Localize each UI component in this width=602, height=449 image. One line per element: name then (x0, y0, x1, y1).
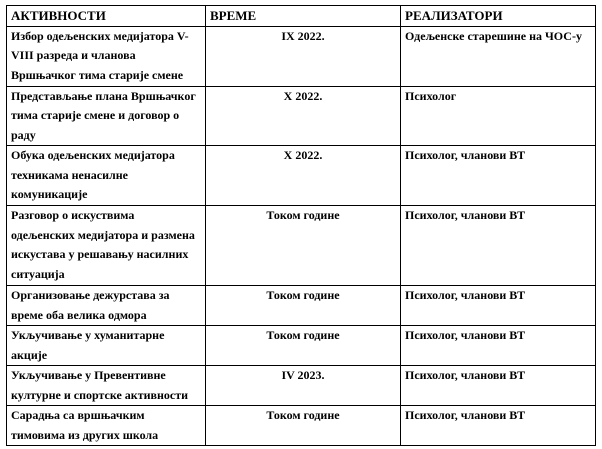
header-time: ВРЕМЕ (206, 6, 401, 27)
activity-cell: Сарадња са вршњачким тимовима из других школа (7, 406, 206, 446)
activity-cell: Представљање плана Вршњачког тима старије смене и договор о раду (7, 86, 206, 146)
implementers-cell: Психолог, чланови ВТ (401, 366, 596, 406)
table-row (7, 366, 596, 406)
time-cell: Током године (206, 286, 401, 326)
activity-cell: Разговор о искуствима одељенских медијатора и размена искустава у решавању насилних ситуација (7, 206, 206, 286)
table-row (7, 146, 596, 206)
implementers-cell: Психолог, чланови ВТ (401, 326, 596, 366)
time-cell: X 2022. (206, 86, 401, 146)
activities-table (6, 5, 596, 446)
table-row (7, 406, 596, 446)
table-row (7, 26, 596, 86)
implementers-cell: Психолог, чланови ВТ (401, 146, 596, 206)
implementers-cell: Психолог, чланови ВТ (401, 286, 596, 326)
time-cell: Током године (206, 406, 401, 446)
activity-cell: Организовање дежурстава за време оба велика одмора (7, 286, 206, 326)
table-row (7, 326, 596, 366)
activity-cell: Укључивање у хуманитарне акције (7, 326, 206, 366)
implementers-cell: Психолог, чланови ВТ (401, 206, 596, 286)
time-cell: Током године (206, 326, 401, 366)
time-cell: X 2022. (206, 146, 401, 206)
header-activities: АКТИВНОСТИ (7, 6, 206, 27)
table-row (7, 86, 596, 146)
table-row (7, 206, 596, 286)
time-cell: Током године (206, 206, 401, 286)
implementers-cell: Одељенске старешине на ЧОС-у (401, 26, 596, 86)
implementers-cell: Психолог (401, 86, 596, 146)
time-cell: IX 2022. (206, 26, 401, 86)
header-implementers: РЕАЛИЗАТОРИ (401, 6, 596, 27)
activity-cell: Обука одељенских медијатора техникама ненасилне комуникације (7, 146, 206, 206)
activity-cell: Укључивање у Превентивне културне и спортске активности (7, 366, 206, 406)
activity-cell: Избор одељенских медијатора V-VIII разреда и чланова Вршњачког тима старије смене (7, 26, 206, 86)
table-header-row (7, 6, 596, 27)
table-row (7, 286, 596, 326)
time-cell: IV 2023. (206, 366, 401, 406)
implementers-cell: Психолог, чланови ВТ (401, 406, 596, 446)
